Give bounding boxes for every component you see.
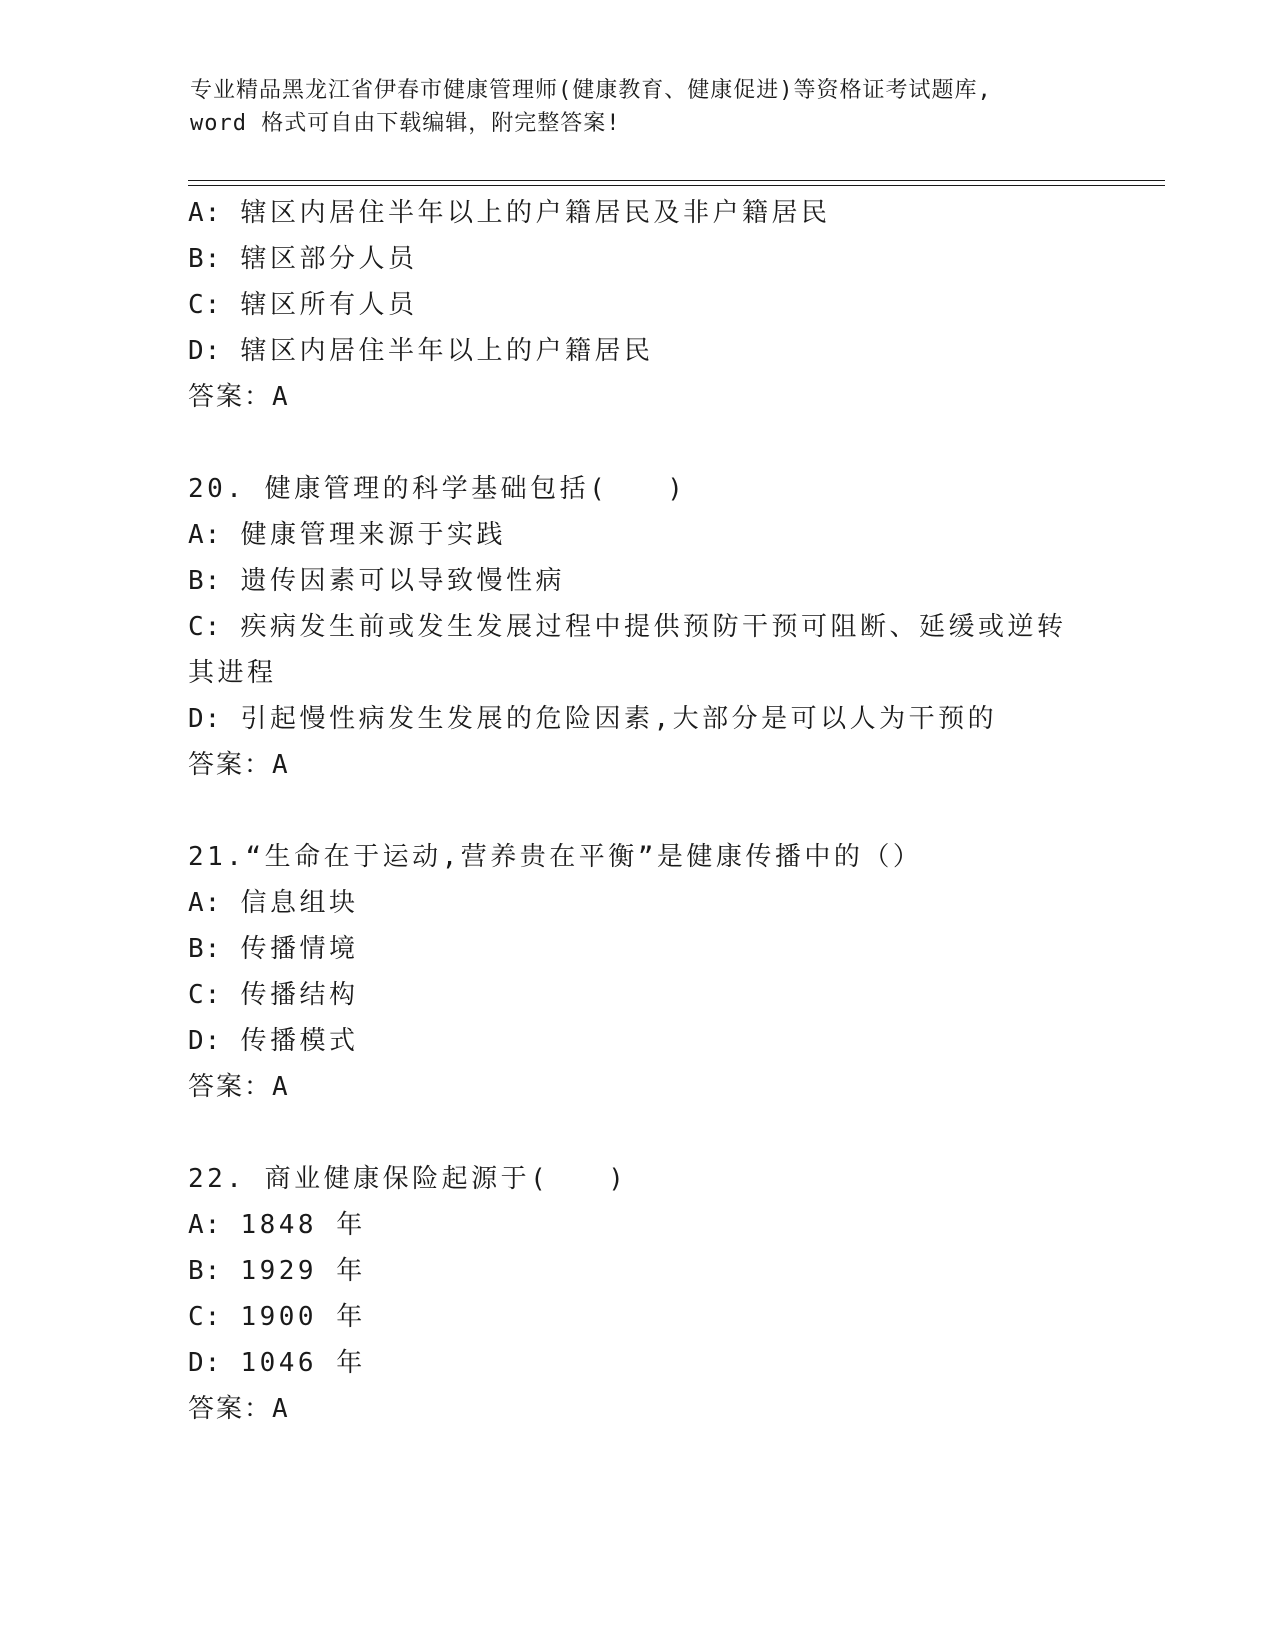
- question-21: [188, 834, 1088, 1110]
- option-text: 健康管理来源于实践: [240, 520, 506, 550]
- option-label: B:: [188, 1256, 222, 1286]
- option-label: D:: [188, 336, 222, 366]
- answer-value: A: [272, 382, 289, 412]
- header-divider-bottom: [188, 185, 1165, 186]
- option-label: A:: [188, 1210, 222, 1240]
- option-label: D:: [188, 1348, 222, 1378]
- option-label: A:: [188, 198, 222, 228]
- option-a: [188, 190, 1088, 236]
- option-text: 辖区所有人员: [240, 290, 418, 320]
- option-text: 疾病发生前或发生发展过程中提供预防干预可阻断、延缓或逆转其进程: [188, 612, 1067, 688]
- option-a: [188, 1202, 1088, 1248]
- header-divider-top: [188, 180, 1165, 181]
- option-a: [188, 880, 1088, 926]
- answer-value: A: [272, 1394, 289, 1424]
- answer-line: [188, 1386, 1088, 1432]
- header-line-2: word 格式可自由下载编辑，附完整答案!: [190, 111, 621, 136]
- option-b: [188, 558, 1088, 604]
- option-text: 1929 年: [240, 1256, 366, 1286]
- option-label: D:: [188, 704, 222, 734]
- option-text: 1848 年: [240, 1210, 366, 1240]
- question-list: [188, 190, 1088, 1432]
- option-b: [188, 236, 1088, 282]
- option-label: A:: [188, 520, 222, 550]
- option-label: D:: [188, 1026, 222, 1056]
- option-label: B:: [188, 244, 222, 274]
- question-22: [188, 1156, 1088, 1432]
- option-text: 引起慢性病发生发展的危险因素,大部分是可以人为干预的: [240, 704, 998, 734]
- option-c: [188, 604, 1088, 696]
- answer-label: 答案：: [188, 1394, 273, 1424]
- answer-label: 答案：: [188, 382, 273, 412]
- option-d: [188, 696, 1088, 742]
- question-stem: 20. 健康管理的科学基础包括( ): [188, 474, 687, 504]
- answer-label: 答案：: [188, 1072, 273, 1102]
- option-text: 1046 年: [240, 1348, 366, 1378]
- option-c: [188, 282, 1088, 328]
- option-text: 1900 年: [240, 1302, 366, 1332]
- option-text: 传播结构: [240, 980, 359, 1010]
- answer-line: [188, 742, 1088, 788]
- header-line-1: 专业精品黑龙江省伊春市健康管理师(健康教育、健康促进)等资格证考试题库,: [190, 78, 992, 103]
- option-d: [188, 1018, 1088, 1064]
- option-label: B:: [188, 566, 222, 596]
- option-text: 传播情境: [240, 934, 359, 964]
- option-text: 辖区内居住半年以上的户籍居民: [240, 336, 654, 366]
- question-20: [188, 466, 1088, 788]
- option-text: 辖区内居住半年以上的户籍居民及非户籍居民: [240, 198, 831, 228]
- option-text: 遗传因素可以导致慢性病: [240, 566, 565, 596]
- option-label: C:: [188, 612, 222, 642]
- answer-value: A: [272, 1072, 289, 1102]
- option-text: 传播模式: [240, 1026, 359, 1056]
- answer-value: A: [272, 750, 289, 780]
- option-b: [188, 1248, 1088, 1294]
- answer-line: [188, 1064, 1088, 1110]
- option-label: A:: [188, 888, 222, 918]
- option-b: [188, 926, 1088, 972]
- option-text: 辖区部分人员: [240, 244, 418, 274]
- option-text: 信息组块: [240, 888, 359, 918]
- document-header: [190, 74, 1070, 140]
- option-label: C:: [188, 290, 222, 320]
- answer-line: [188, 374, 1088, 420]
- question-stem: 22. 商业健康保险起源于( ): [188, 1164, 628, 1194]
- answer-label: 答案：: [188, 750, 273, 780]
- option-label: B:: [188, 934, 222, 964]
- option-d: [188, 1340, 1088, 1386]
- option-label: C:: [188, 980, 222, 1010]
- option-c: [188, 972, 1088, 1018]
- option-c: [188, 1294, 1088, 1340]
- option-d: [188, 328, 1088, 374]
- question-19-continued: [188, 190, 1088, 420]
- option-label: C:: [188, 1302, 222, 1332]
- option-a: [188, 512, 1088, 558]
- question-stem: 21.“生命在于运动,营养贵在平衡”是健康传播中的（）: [188, 842, 923, 872]
